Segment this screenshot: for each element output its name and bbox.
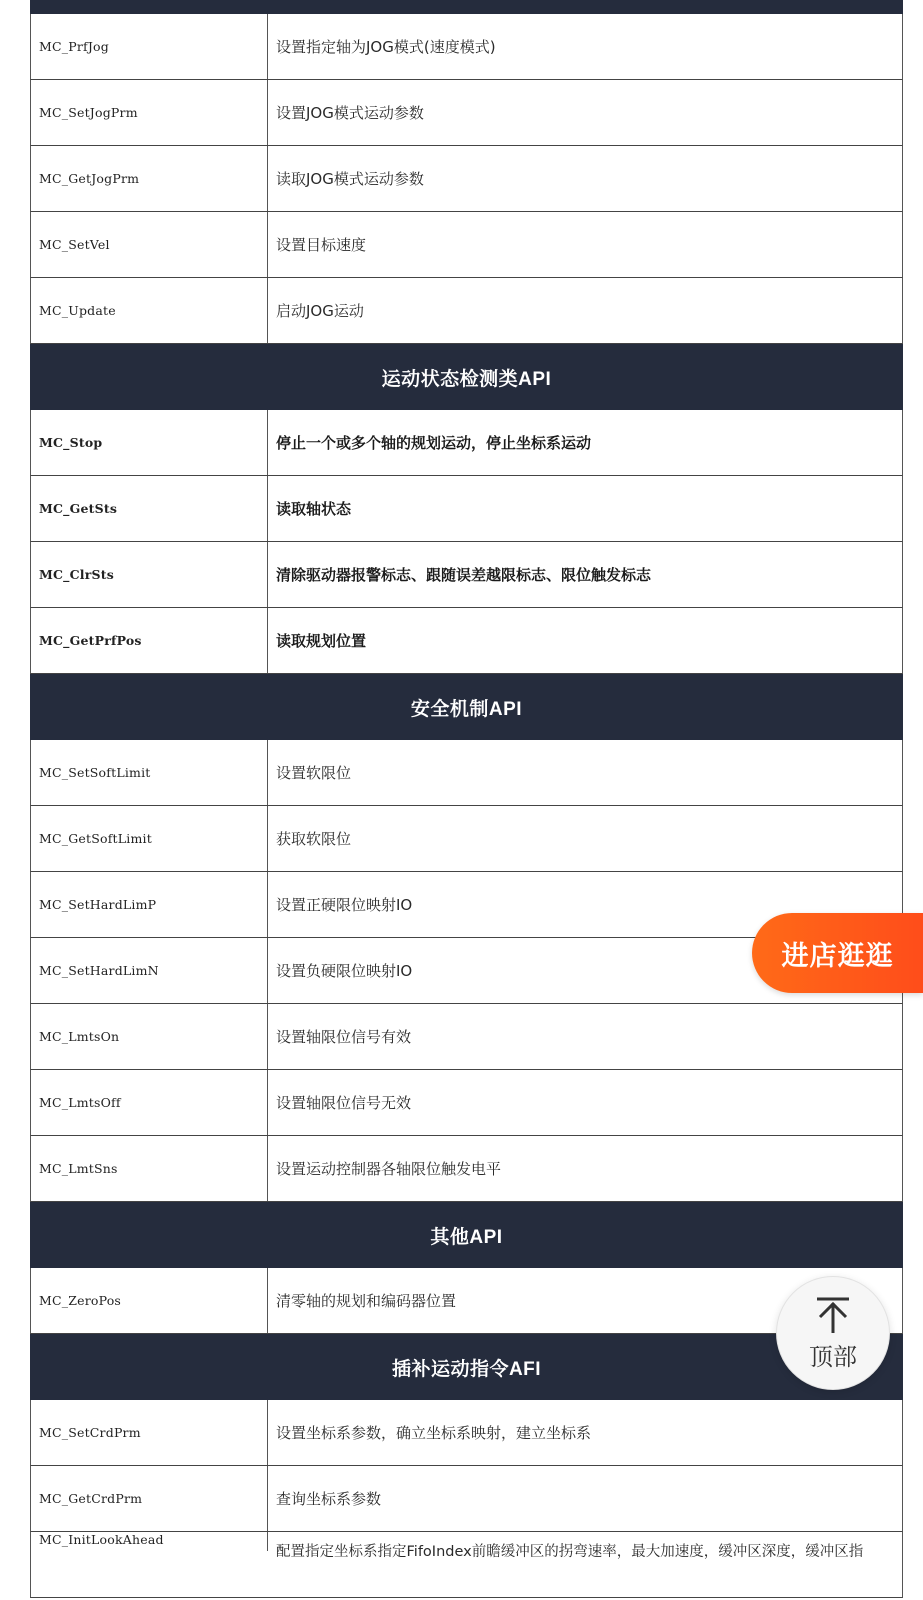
api-description: 设置指定轴为JOG模式(速度模式) xyxy=(276,38,496,56)
api-name: MC_LmtsOff xyxy=(31,1070,268,1135)
api-name: MC_ClrSts xyxy=(31,542,268,607)
api-description: 配置指定坐标系指定FifoIndex前瞻缓冲区的拐弯速率，最大加速度，缓冲区深度，缓冲区指 xyxy=(276,1544,864,1560)
api-description: 清零轴的规划和编码器位置 xyxy=(276,1292,457,1310)
section-header-other: 其他API xyxy=(30,1202,903,1268)
api-name: MC_GetPrfPos xyxy=(31,608,268,673)
api-description: 停止一个或多个轴的规划运动，停止坐标系运动 xyxy=(276,434,592,452)
table-row xyxy=(30,410,903,476)
api-description: 设置软限位 xyxy=(276,764,352,782)
api-name: MC_GetSts xyxy=(31,476,268,541)
table-row xyxy=(30,1268,903,1334)
api-description: 启动JOG运动 xyxy=(276,302,364,320)
section-header-motion-status: 运动状态检测类API xyxy=(30,344,903,410)
api-table xyxy=(30,0,903,1598)
api-name: MC_SetVel xyxy=(31,212,268,277)
api-name: MC_Update xyxy=(31,278,268,343)
table-row xyxy=(30,608,903,674)
api-description: 清除驱动器报警标志、跟随误差越限标志、限位触发标志 xyxy=(276,566,652,584)
table-row xyxy=(30,212,903,278)
table-row xyxy=(30,146,903,212)
api-name: MC_GetCrdPrm xyxy=(31,1466,268,1531)
arrow-up-icon xyxy=(813,1295,853,1335)
table-row xyxy=(30,14,903,80)
section-header-interpolation: 插补运动指令AFI xyxy=(30,1334,903,1400)
api-description: 读取JOG模式运动参数 xyxy=(276,170,424,188)
table-row xyxy=(30,278,903,344)
api-description: 获取软限位 xyxy=(276,830,352,848)
back-to-top-button[interactable] xyxy=(776,1276,890,1390)
table-row xyxy=(30,1070,903,1136)
api-description: 读取轴状态 xyxy=(276,500,352,518)
api-description: 查询坐标系参数 xyxy=(276,1490,382,1508)
table-row xyxy=(30,542,903,608)
api-name: MC_SetSoftLimit xyxy=(31,740,268,805)
api-name: MC_GetJogPrm xyxy=(31,146,268,211)
table-row xyxy=(30,1004,903,1070)
api-description: 设置坐标系参数，确立坐标系映射，建立坐标系 xyxy=(276,1424,592,1442)
api-description: 读取规划位置 xyxy=(276,632,367,650)
visit-shop-label: 进店逛逛 xyxy=(781,940,894,971)
table-row xyxy=(30,740,903,806)
api-description: 设置目标速度 xyxy=(276,236,367,254)
api-name: MC_SetCrdPrm xyxy=(31,1400,268,1465)
api-name: MC_SetJogPrm xyxy=(31,80,268,145)
api-description: 设置运动控制器各轴限位触发电平 xyxy=(276,1160,502,1178)
api-name: MC_SetHardLimN xyxy=(31,938,268,1003)
back-to-top-label: 顶部 xyxy=(809,1343,857,1371)
table-row xyxy=(30,80,903,146)
api-name: MC_Stop xyxy=(31,410,268,475)
table-row xyxy=(30,1532,903,1598)
section-header-safety: 安全机制API xyxy=(30,674,903,740)
table-row xyxy=(30,1466,903,1532)
api-name: MC_SetHardLimP xyxy=(31,872,268,937)
api-name: MC_InitLookAhead xyxy=(31,1532,268,1551)
api-description: 设置JOG模式运动参数 xyxy=(276,104,424,122)
table-row xyxy=(30,476,903,542)
api-description: 设置负硬限位映射IO xyxy=(276,962,413,980)
api-name: MC_LmtSns xyxy=(31,1136,268,1201)
api-description: 设置轴限位信号有效 xyxy=(276,1028,412,1046)
api-name: MC_LmtsOn xyxy=(31,1004,268,1069)
table-row xyxy=(30,1400,903,1466)
api-description: 设置正硬限位映射IO xyxy=(276,896,413,914)
api-description: 设置轴限位信号无效 xyxy=(276,1094,412,1112)
table-row xyxy=(30,1136,903,1202)
api-name: MC_GetSoftLimit xyxy=(31,806,268,871)
visit-shop-button[interactable] xyxy=(752,913,923,993)
api-name: MC_PrfJog xyxy=(31,14,268,79)
section-header-partial xyxy=(30,0,903,14)
api-name: MC_ZeroPos xyxy=(31,1268,268,1333)
table-row xyxy=(30,806,903,872)
